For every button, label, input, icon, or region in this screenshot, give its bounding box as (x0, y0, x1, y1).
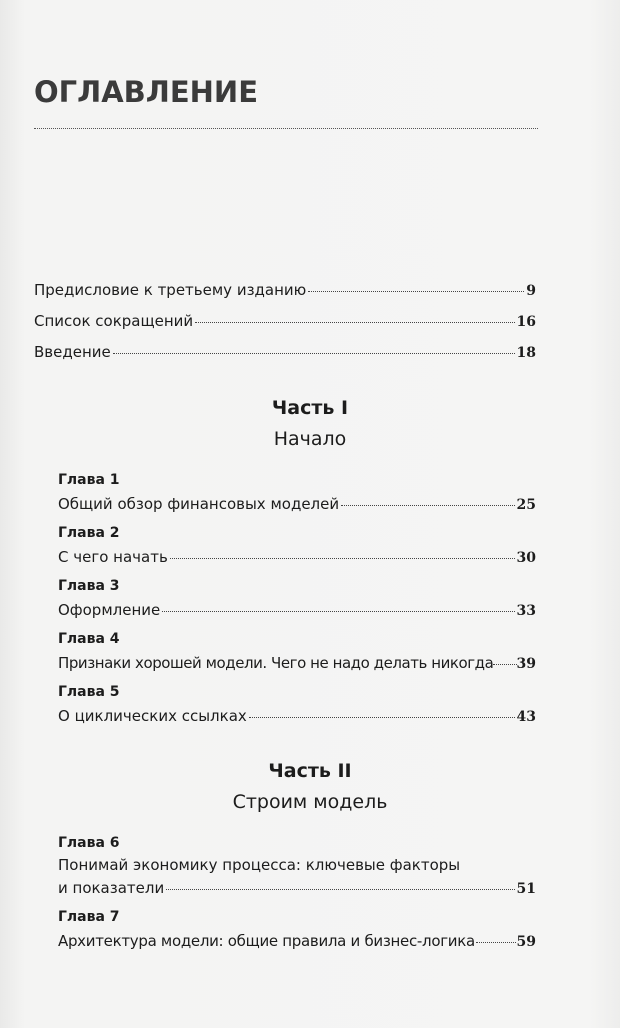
toc-page-number: 16 (516, 314, 536, 330)
chapter-heading: Глава 1 (58, 472, 120, 488)
toc-entry-label: Предисловие к третьему изданию (34, 281, 307, 299)
part-title: Строим модель (232, 791, 388, 813)
toc-entry-preface[interactable] (34, 280, 536, 301)
toc-entry-abbreviations[interactable] (34, 311, 536, 332)
chapter-heading: Глава 7 (58, 909, 120, 925)
toc-page-number: 39 (516, 656, 536, 672)
toc-entry-label: С чего начать (58, 548, 168, 566)
toc-entry-label: Общий обзор финансовых моделей (58, 495, 340, 513)
toc-page-number: 25 (516, 497, 536, 513)
part-title: Начало (273, 428, 347, 450)
dot-leader (249, 717, 515, 718)
toc-entry-label: Признаки хорошей модели. Чего не надо делать никогда (58, 654, 494, 672)
toc-page-number: 18 (516, 345, 536, 361)
toc-entry-chapter-7[interactable] (58, 931, 536, 952)
toc-entry-chapter-6[interactable] (58, 878, 536, 899)
toc-entry-introduction[interactable] (34, 342, 536, 363)
toc-entry-chapter-4[interactable] (58, 653, 536, 674)
dot-leader (476, 942, 516, 943)
chapter-heading: Глава 4 (58, 631, 120, 647)
part-number: Часть II (268, 760, 352, 782)
toc-entry-chapter-3[interactable] (58, 600, 536, 621)
dot-leader (162, 611, 514, 612)
dot-leader (195, 322, 514, 323)
toc-entry-chapter-2[interactable] (58, 547, 536, 568)
toc-page-number: 33 (516, 603, 536, 619)
toc-page-number: 30 (516, 550, 536, 566)
chapter-heading: Глава 2 (58, 525, 120, 541)
toc-page-number: 43 (516, 709, 536, 725)
chapter-heading: Глава 5 (58, 684, 120, 700)
dot-leader (170, 558, 515, 559)
part-number: Часть I (271, 397, 349, 419)
title-divider (34, 128, 538, 129)
toc-page-number: 59 (516, 934, 536, 950)
toc-page-number: 9 (526, 283, 536, 299)
dot-leader (341, 505, 514, 506)
toc-entry-chapter-5[interactable] (58, 706, 536, 727)
page-title: оглавление (34, 63, 259, 112)
chapter-heading: Глава 6 (58, 835, 120, 851)
toc-entry-label: Архитектура модели: общие правила и бизнес-логика (58, 932, 475, 950)
toc-entry-label: О циклических ссылках (58, 707, 247, 725)
dot-leader (113, 353, 515, 354)
toc-entry-label: Список сокращений (34, 312, 194, 330)
toc-entry-label: Введение (34, 343, 111, 361)
toc-entry-label: Оформление (58, 601, 161, 619)
dot-leader (308, 291, 524, 292)
dot-leader (166, 889, 514, 890)
toc-entry-chapter-1[interactable] (58, 494, 536, 515)
toc-entry-label-line: Понимай экономику процесса: ключевые факторы (58, 856, 461, 874)
chapter-heading: Глава 3 (58, 578, 120, 594)
dot-leader (493, 664, 516, 665)
toc-page-number: 51 (516, 881, 536, 897)
toc-entry-label: и показатели (58, 879, 165, 897)
